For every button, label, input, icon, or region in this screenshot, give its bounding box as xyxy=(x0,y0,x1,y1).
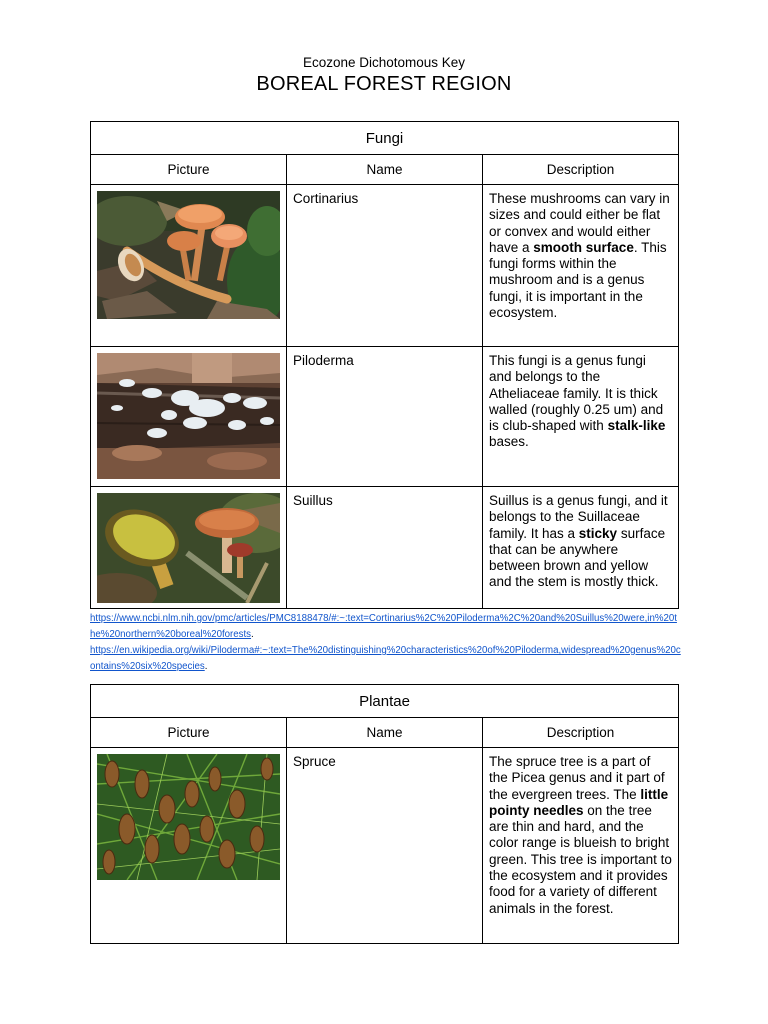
cortinarius-photo xyxy=(97,191,280,319)
name-column-header: Name xyxy=(287,718,483,748)
table-row xyxy=(91,347,679,487)
piloderma-photo xyxy=(97,353,280,479)
document-title: BOREAL FOREST REGION xyxy=(256,73,512,95)
table-row xyxy=(91,487,679,609)
reference-link-wikipedia[interactable]: https://en.wikipedia.org/wiki/Piloderma#:~:text=The%20distinguishing%20characteristics%20of%20Piloderma,widespread%20genus%20contains%20six%20species xyxy=(90,645,681,672)
name-cell: Piloderma xyxy=(287,347,483,487)
description-cell: Suillus is a genus fungi, and it belongs to the Suillaceae family. It has a sticky surface that can be anywhere between brown and yellow and the stem is mostly thick. xyxy=(483,487,679,609)
description-cell: The spruce tree is a part of the Picea genus and it part of the evergreen trees. The little pointy needles on the tree are thin and hard, and the color range is blueish to bright green. This tree is important to the ecosystem and it provides food for a variety of different animals in the forest. xyxy=(483,748,679,944)
highlight-term: stalk-like xyxy=(607,418,666,434)
picture-column-header: Picture xyxy=(91,718,287,748)
picture-cell xyxy=(91,487,287,609)
picture-cell xyxy=(91,185,287,347)
description-column-header: Description xyxy=(483,718,679,748)
fungi-section-title: Fungi xyxy=(91,122,679,155)
highlight-term: little pointy needles xyxy=(489,786,669,818)
name-cell: Cortinarius xyxy=(287,185,483,347)
reference-links: https://www.ncbi.nlm.nih.gov/pmc/articles/PMC8188478/#:~:text=Cortinarius%2C%20Piloderma%2C%20and%20Suillus%20were,in%20the%20northern%20boreal%20forests. https://en.wikipedia.org/wiki/Piloderma#:~:text=The%20distinguishing%20characteristics%20of%20Piloderma,widespread%20genus%20contains%20six%20species. xyxy=(90,613,681,672)
plantae-table xyxy=(90,684,679,944)
name-column-header: Name xyxy=(287,155,483,185)
reference-link-ncbi[interactable]: https://www.ncbi.nlm.nih.gov/pmc/articles/PMC8188478/#:~:text=Cortinarius%2C%20Piloderma%2C%20and%20Suillus%20were,in%20the%20northern%20boreal%20forests xyxy=(90,613,677,640)
description-cell: This fungi is a genus fungi and belongs to the Atheliaceae family. It is thick walled (roughly 0.25 um) and is club-shaped with stalk-like bases. xyxy=(483,347,679,487)
description-cell: These mushrooms can vary in sizes and could either be flat or convex and would either have a smooth surface. This fungi forms within the mushroom and is a genus fungi, it is important in the ecosystem. xyxy=(483,185,679,347)
table-row xyxy=(91,185,679,347)
name-cell: Spruce xyxy=(287,748,483,944)
picture-column-header: Picture xyxy=(91,155,287,185)
plantae-column-headers xyxy=(91,718,679,748)
name-cell: Suillus xyxy=(287,487,483,609)
picture-cell xyxy=(91,748,287,944)
highlight-term: smooth surface xyxy=(533,239,634,255)
spruce-photo xyxy=(97,754,280,880)
description-column-header: Description xyxy=(483,155,679,185)
highlight-term: sticky xyxy=(578,525,618,541)
suillus-photo xyxy=(97,493,280,603)
picture-cell xyxy=(91,347,287,487)
fungi-table xyxy=(90,121,679,609)
table-row xyxy=(91,748,679,944)
plantae-section-title: Plantae xyxy=(91,685,679,718)
fungi-column-headers xyxy=(91,155,679,185)
document-subtitle: Ecozone Dichotomous Key xyxy=(302,55,466,70)
